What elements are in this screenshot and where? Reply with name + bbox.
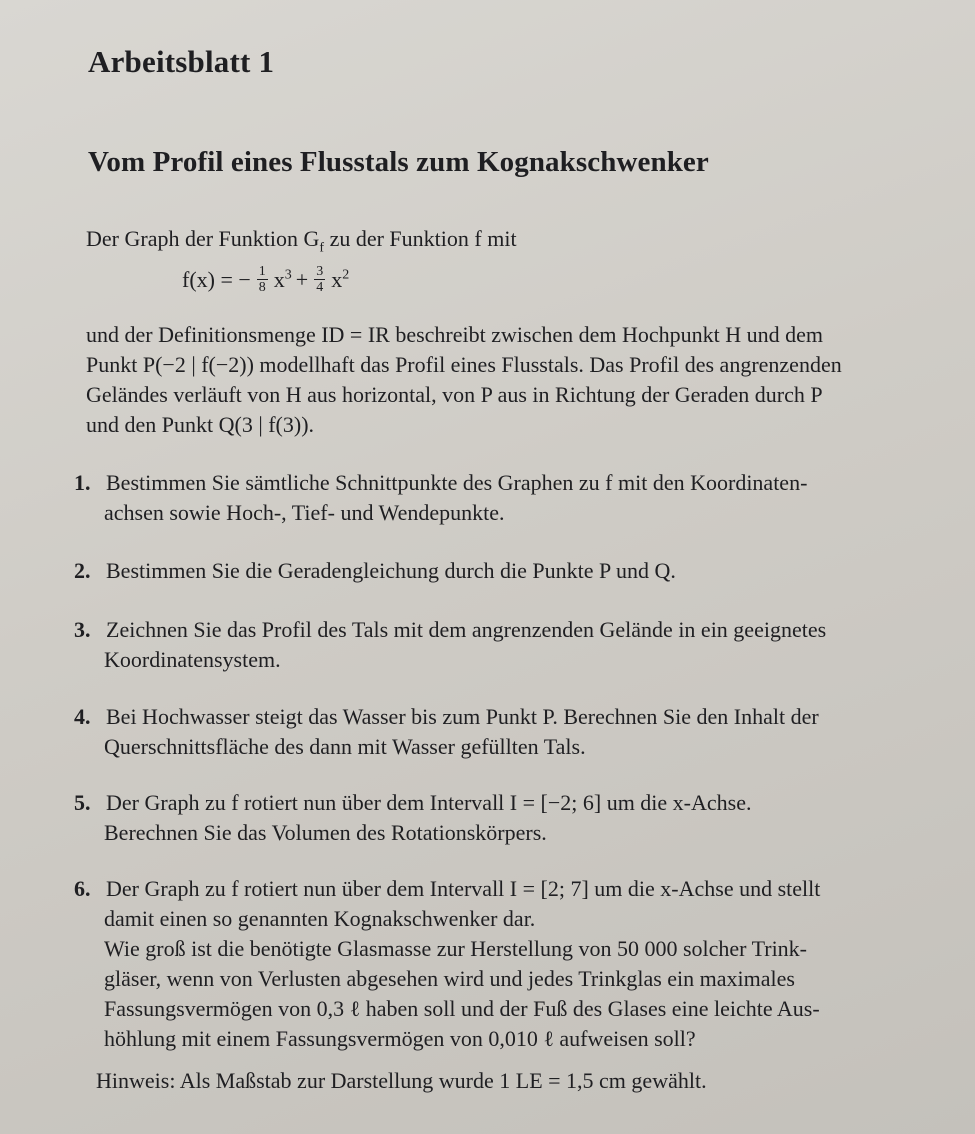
task-number: 5. (74, 790, 91, 815)
fraction-one-eighth (257, 264, 268, 295)
worksheet-title: Arbeitsblatt 1 (88, 44, 275, 79)
fraction-numerator: 3 (316, 264, 324, 279)
formula-plus: + (295, 266, 309, 292)
fraction-denominator: 4 (316, 280, 324, 295)
task-4 (74, 702, 924, 762)
task-line: Fassungsvermögen von 0,3 ℓ haben soll und der Fuß des Glases eine leichte Aus- (104, 996, 820, 1021)
function-formula (182, 264, 349, 295)
formula-term: $x^2$ (331, 266, 350, 292)
task-1 (74, 468, 924, 528)
task-3 (74, 615, 924, 675)
task-line: Koordinatensystem. (104, 647, 281, 672)
task-line: Der Graph zu f rotiert nun über dem Intervall I = [−2; 6] um die x-Achse. (106, 790, 752, 815)
task-6 (74, 874, 924, 1054)
task-5 (74, 788, 924, 848)
paragraph-line: Punkt P(−2 | f(−2)) modellhaft das Profil eines Flusstals. Das Profil des angrenzenden (86, 352, 842, 377)
hint-text: Hinweis: Als Maßstab zur Darstellung wurde 1 LE = 1,5 cm gewählt. (96, 1068, 707, 1093)
task-line: gläser, wenn von Verlusten abgesehen wird und jedes Trinkglas ein maximales (104, 966, 795, 991)
task-line: höhlung mit einem Fassungsvermögen von 0,010 ℓ aufweisen soll? (104, 1026, 696, 1051)
exponent: 3 (284, 267, 292, 283)
task-number: 1. (74, 470, 91, 495)
fraction-numerator: 1 (258, 264, 266, 279)
intro-paragraph (86, 320, 922, 440)
paragraph-line: und den Punkt Q(3 | f(3)). (86, 412, 315, 437)
task-line: Bestimmen Sie die Geradengleichung durch die Punkte P und Q. (106, 558, 676, 583)
worksheet-subtitle: Vom Profil eines Flusstals zum Kognakschwenker (88, 146, 709, 178)
task-number: 4. (74, 704, 91, 729)
fraction-three-quarters (314, 264, 325, 295)
intro-text-end: zu der Funktion f mit (324, 226, 517, 251)
task-2 (74, 556, 924, 586)
task-line: Wie groß ist die benötigte Glasmasse zur Herstellung von 50 000 solcher Trink- (104, 936, 808, 961)
formula-term: $x^3$ (273, 266, 292, 292)
formula-lhs: f(x) = − (182, 266, 251, 292)
task-line: achsen sowie Hoch-, Tief- und Wendepunkte. (104, 500, 505, 525)
task-line: Der Graph zu f rotiert nun über dem Intervall I = [2; 7] um die x-Achse und stellt (106, 876, 821, 901)
intro-line (86, 224, 517, 263)
task-line: Querschnittsfläche des dann mit Wasser gefüllten Tals. (104, 734, 586, 759)
intro-subscript: f (319, 240, 325, 256)
task-line: Zeichnen Sie das Profil des Tals mit dem angrenzenden Gelände in ein geeignetes (106, 617, 827, 642)
task-line: Bestimmen Sie sämtliche Schnittpunkte des Graphen zu f mit den Koordinaten- (106, 470, 808, 495)
task-line: Berechnen Sie das Volumen des Rotationskörpers. (104, 820, 547, 845)
paragraph-line: und der Definitionsmenge ID = IR beschreibt zwischen dem Hochpunkt H und dem (86, 322, 824, 347)
task-line: Bei Hochwasser steigt das Wasser bis zum Punkt P. Berechnen Sie den Inhalt der (106, 704, 819, 729)
fraction-denominator: 8 (258, 280, 266, 295)
paragraph-line: Geländes verläuft von H aus horizontal, von P aus in Richtung der Geraden durch P (86, 382, 823, 407)
intro-text-start: Der Graph der Funktion G (86, 226, 320, 251)
exponent: 2 (342, 267, 350, 283)
task-line: damit einen so genannten Kognakschwenker dar. (104, 906, 536, 931)
task-number: 2. (74, 558, 91, 583)
task-number: 3. (74, 617, 91, 642)
task-number: 6. (74, 876, 91, 901)
